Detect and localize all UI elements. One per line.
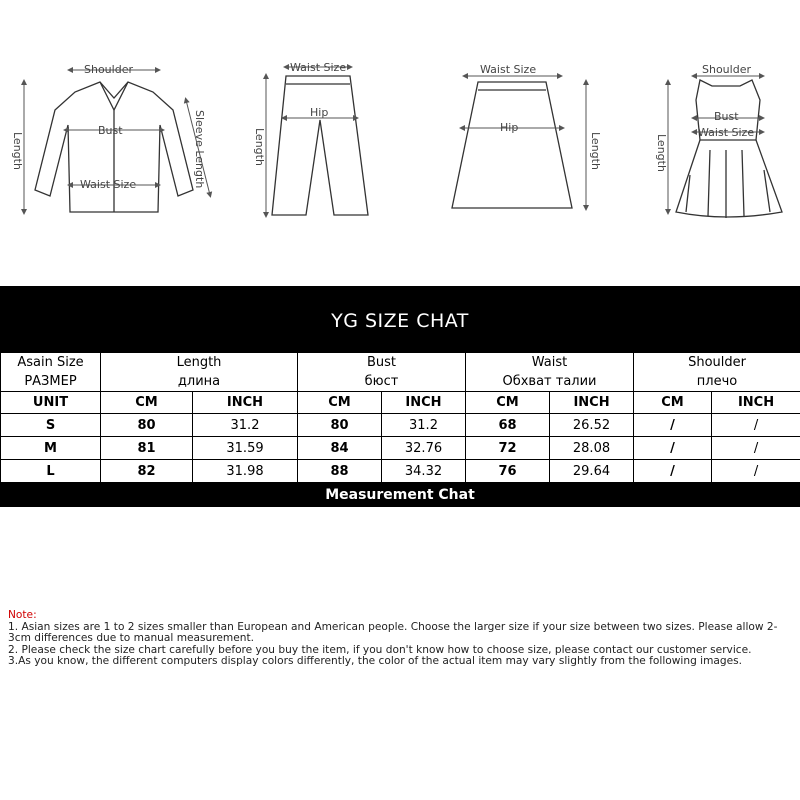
skirt-waist-label: Waist Size xyxy=(480,63,537,76)
size-cell: L xyxy=(1,460,101,483)
bust-inch-cell: 34.32 xyxy=(382,460,466,483)
dress-diagram xyxy=(668,76,782,218)
table-row xyxy=(1,437,800,460)
garment-diagrams xyxy=(0,0,800,260)
size-cell: S xyxy=(1,414,101,437)
pants-diagram xyxy=(266,67,368,215)
shoulder-cm-cell: / xyxy=(634,414,712,437)
shoulder-cm-cell: / xyxy=(634,460,712,483)
shirt-sleeve-label: Sleeve Length xyxy=(193,110,206,189)
skirt-hip-label: Hip xyxy=(500,121,519,134)
pants-hip-label: Hip xyxy=(310,106,329,119)
unit-inch: INCH xyxy=(550,392,634,414)
shoulder-cm-cell: / xyxy=(634,437,712,460)
length-inch-cell: 31.98 xyxy=(193,460,298,483)
dress-bust-label: Bust xyxy=(714,110,739,123)
header-bust: Bust xyxy=(298,353,466,373)
shoulder-inch-cell: / xyxy=(712,460,800,483)
length-cm-cell: 81 xyxy=(101,437,193,460)
size-table xyxy=(0,352,800,483)
dress-length-label: Length xyxy=(655,134,668,172)
header-row-ru xyxy=(1,372,800,392)
header-length: Length xyxy=(101,353,298,373)
table-row xyxy=(1,414,800,437)
unit-cm: CM xyxy=(634,392,712,414)
pants-length-label: Length xyxy=(253,128,266,166)
note-item: 1. Asian sizes are 1 to 2 sizes smaller than European and American people. Choose the larger size if your size between two sizes. Please allow 2-3cm differences due to manual measurement. xyxy=(8,620,778,644)
waist-cm-cell: 68 xyxy=(466,414,550,437)
header-waist-ru: Обхват талии xyxy=(466,372,634,392)
header-shoulder-ru: плечо xyxy=(634,372,800,392)
note-item: 3.As you know, the different computers display colors differently, the color of the actual item may vary slightly from the following images. xyxy=(8,655,743,667)
waist-inch-cell: 28.08 xyxy=(550,437,634,460)
shoulder-inch-cell: / xyxy=(712,414,800,437)
shirt-waist-label: Waist Size xyxy=(80,178,137,191)
dress-shoulder-label: Shoulder xyxy=(702,63,751,76)
unit-cm: CM xyxy=(466,392,550,414)
table-row xyxy=(1,460,800,483)
bust-cm-cell: 88 xyxy=(298,460,382,483)
waist-cm-cell: 72 xyxy=(466,437,550,460)
chart-title: YG SIZE CHAT xyxy=(0,286,800,352)
unit-cm: CM xyxy=(101,392,193,414)
header-bust-ru: бюст xyxy=(298,372,466,392)
bust-cm-cell: 84 xyxy=(298,437,382,460)
unit-inch: INCH xyxy=(193,392,298,414)
waist-inch-cell: 26.52 xyxy=(550,414,634,437)
length-cm-cell: 80 xyxy=(101,414,193,437)
unit-inch: INCH xyxy=(712,392,800,414)
notes-section xyxy=(8,610,788,668)
garment-diagrams-svg xyxy=(0,0,800,260)
bust-inch-cell: 31.2 xyxy=(382,414,466,437)
unit-inch: INCH xyxy=(382,392,466,414)
unit-cm: CM xyxy=(298,392,382,414)
note-item: 2. Please check the size chart carefully before you buy the item, if you don't know how to choose size, please contact our customer service. xyxy=(8,643,752,656)
skirt-diagram xyxy=(452,76,586,208)
length-inch-cell: 31.2 xyxy=(193,414,298,437)
size-chart xyxy=(0,286,800,507)
length-inch-cell: 31.59 xyxy=(193,437,298,460)
waist-cm-cell: 76 xyxy=(466,460,550,483)
length-cm-cell: 82 xyxy=(101,460,193,483)
unit-row xyxy=(1,392,800,414)
shirt-shoulder-label: Shoulder xyxy=(84,63,133,76)
shirt-length-label: Length xyxy=(11,132,24,170)
skirt-length-label: Length xyxy=(589,132,602,170)
note-title: Note: xyxy=(8,609,37,621)
pants-waist-label: Waist Size xyxy=(290,61,347,74)
header-row-en xyxy=(1,353,800,373)
waist-inch-cell: 29.64 xyxy=(550,460,634,483)
header-size-ru: РАЗМЕР xyxy=(1,372,101,392)
bust-inch-cell: 32.76 xyxy=(382,437,466,460)
shirt-bust-label: Bust xyxy=(98,124,123,137)
measurement-chat-bar: Measurement Chat xyxy=(0,483,800,507)
unit-label: UNIT xyxy=(1,392,101,414)
bust-cm-cell: 80 xyxy=(298,414,382,437)
header-length-ru: длина xyxy=(101,372,298,392)
header-size: Asain Size xyxy=(1,353,101,373)
header-shoulder: Shoulder xyxy=(634,353,800,373)
dress-waist-label: Waist Size xyxy=(698,126,755,139)
shoulder-inch-cell: / xyxy=(712,437,800,460)
size-cell: M xyxy=(1,437,101,460)
header-waist: Waist xyxy=(466,353,634,373)
